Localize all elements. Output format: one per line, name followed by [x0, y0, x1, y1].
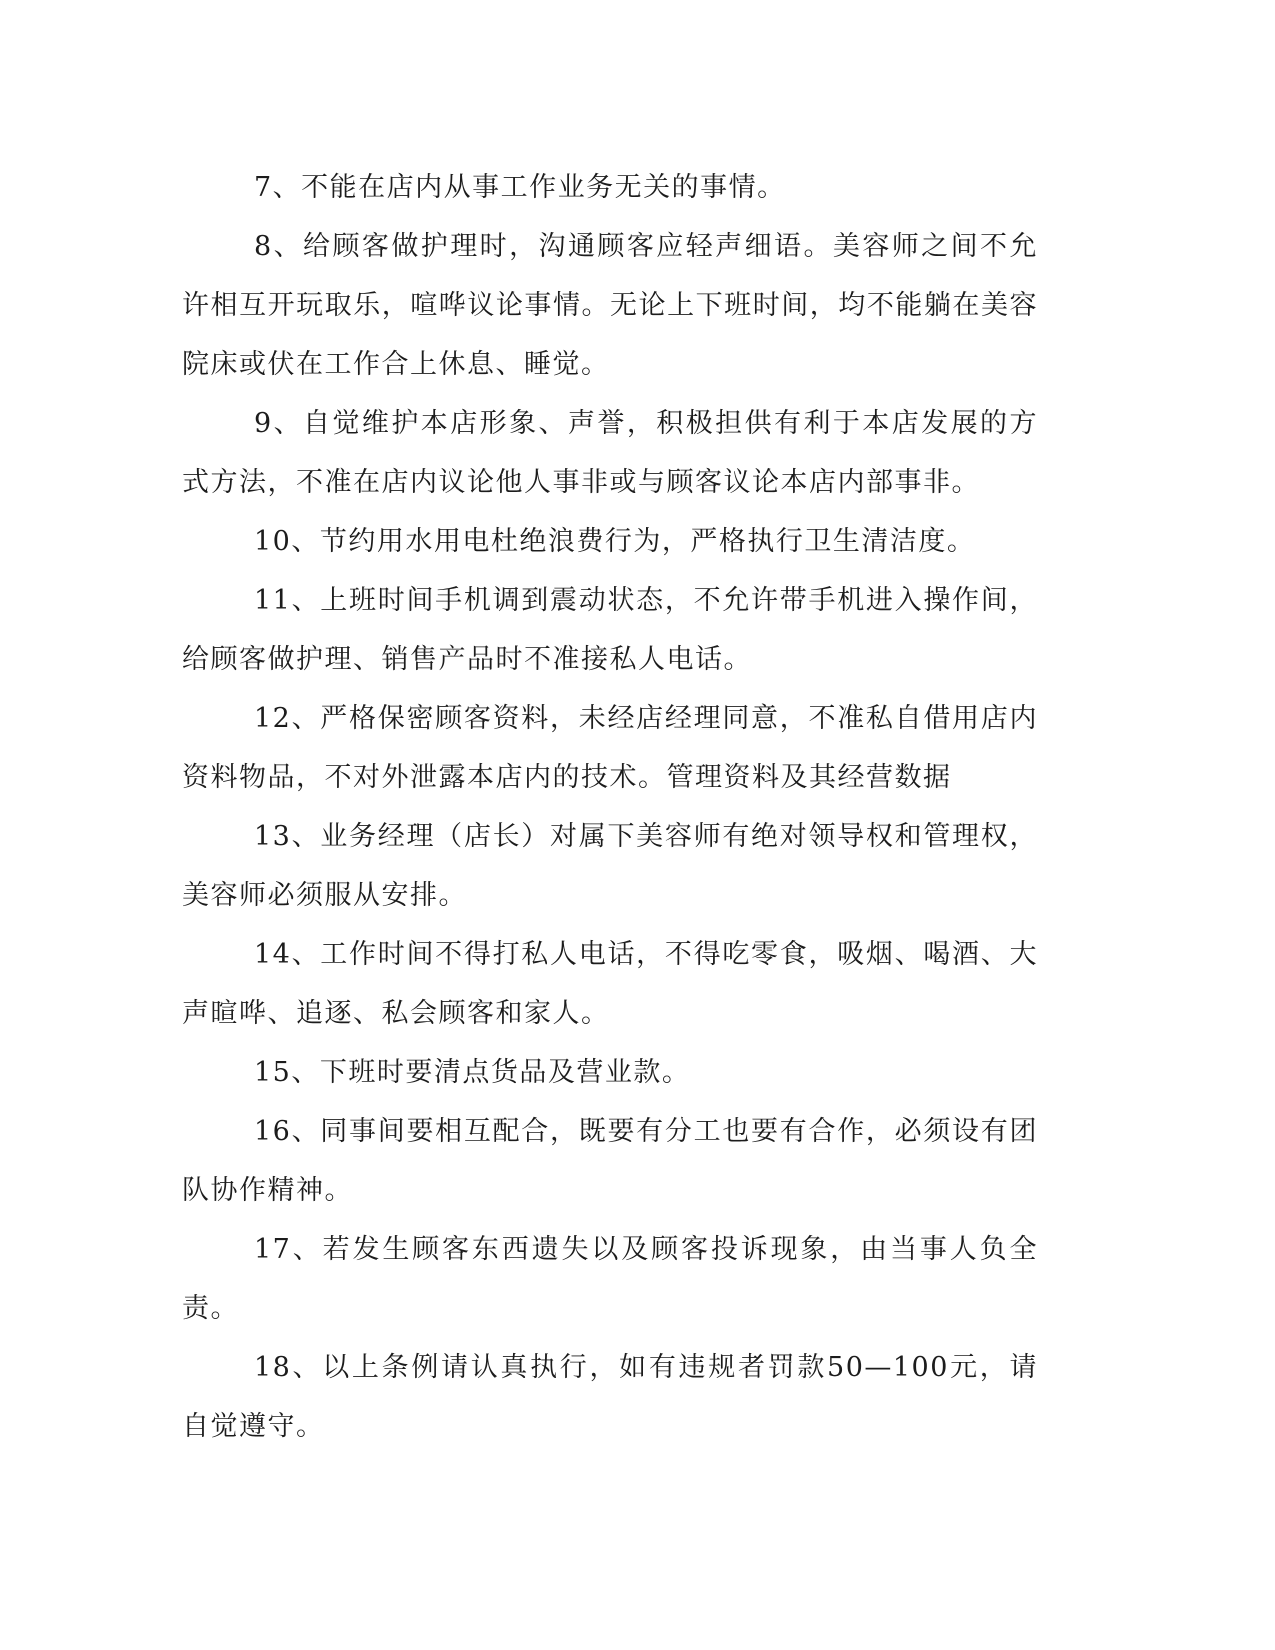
rule-paragraph-18: 18、以上条例请认真执行，如有违规者罚款50—100元，请自觉遵守。 [182, 1352, 1038, 1442]
rule-paragraph-8: 8、给顾客做护理时，沟通顾客应轻声细语。美容师之间不允许相互开玩取乐，喧哗议论事情。无论上下班时间，均不能躺在美容院床或伏在工作合上休息、睡觉。 [182, 231, 1038, 380]
rule-paragraph-7: 7、不能在店内从事工作业务无关的事情。 [254, 172, 786, 203]
rule-paragraph-10: 10、节约用水用电杜绝浪费行为，严格执行卫生清洁度。 [254, 526, 976, 557]
rule-paragraph-16: 16、同事间要相互配合，既要有分工也要有合作，必须设有团队协作精神。 [182, 1116, 1038, 1206]
rule-paragraph-14: 14、工作时间不得打私人电话，不得吃零食，吸烟、喝酒、大声暄哗、追逐、私会顾客和家人。 [182, 939, 1038, 1029]
rule-paragraph-17: 17、若发生顾客东西遗失以及顾客投诉现象，由当事人负全责。 [182, 1234, 1038, 1324]
rule-paragraph-15: 15、下班时要清点货品及营业款。 [254, 1057, 691, 1088]
rule-paragraph-9: 9、自觉维护本店形象、声誉，积极担供有利于本店发展的方式方法，不准在店内议论他人事非或与顾客议论本店内部事非。 [182, 408, 1038, 498]
rules-text-block [182, 158, 1038, 1456]
rule-paragraph-12: 12、严格保密顾客资料，未经店经理同意，不准私自借用店内资料物品，不对外泄露本店内的技术。管理资料及其经营数据 [182, 703, 1038, 793]
rule-paragraph-13: 13、业务经理（店长）对属下美容师有绝对领导权和管理权，美容师必须服从安排。 [182, 821, 1038, 911]
rule-paragraph-11: 11、上班时间手机调到震动状态，不允许带手机进入操作间，给顾客做护理、销售产品时不准接私人电话。 [182, 585, 1038, 675]
